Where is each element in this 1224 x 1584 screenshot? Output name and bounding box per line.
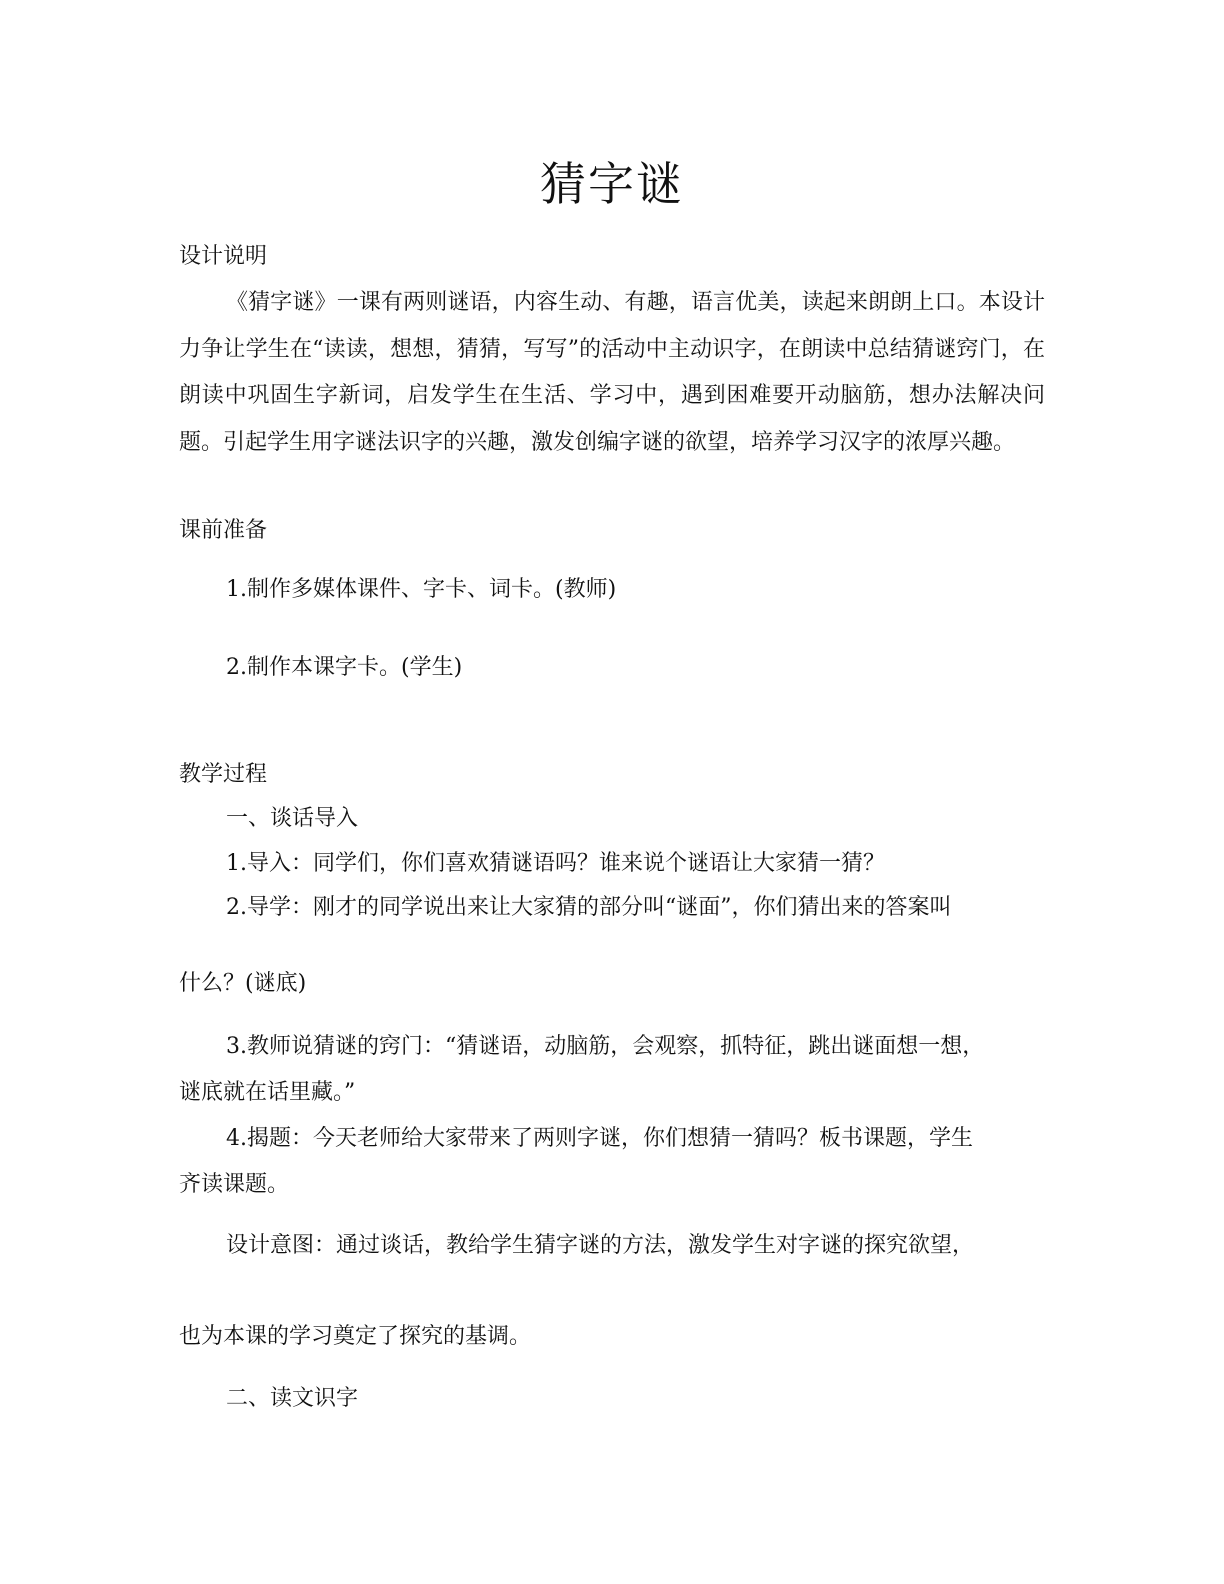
design-intent-line-2: 也为本课的学习奠定了探究的基调。 bbox=[179, 1324, 532, 1349]
section-1-heading: 一、谈话导入 bbox=[226, 806, 359, 831]
step-3-line-2: 谜底就在话里藏。” bbox=[179, 1080, 356, 1105]
section-2-heading: 二、读文识字 bbox=[226, 1386, 359, 1411]
design-note-paragraph: 《猜字谜》一课有两则谜语，内容生动、有趣，语言优美，读起来朗朗上口。本设计力争让学生在“读读，想想，猜猜，写写”的活动中主动识字，在朗读中总结猜谜窍门，在朗读中巩固生字新词，启发学生在生活、学习中，遇到困难要开动脑筋，想办法解决问题。引起学生用字谜法识字的兴趣，激发创编字谜的欲望，培养学习汉字的浓厚兴趣。 bbox=[179, 290, 1045, 455]
process-heading: 教学过程 bbox=[179, 762, 268, 787]
step-2: 2.导学：刚才的同学说出来让大家猜的部分叫“谜面”，你们猜出来的答案叫 bbox=[226, 895, 952, 920]
step-1-label: 导入： bbox=[247, 851, 314, 876]
step-2-continuation: 什么？(谜底) bbox=[179, 971, 307, 996]
design-intent-line-1: 设计意图：通过谈话，教给学生猜字谜的方法，激发学生对字谜的探究欲望， bbox=[226, 1233, 975, 1258]
preparation-item-1: 1.制作多媒体课件、字卡、词卡。(教师) bbox=[226, 577, 617, 602]
step-2-answer: 谜底 bbox=[253, 971, 298, 996]
step-4-line-1: 4.揭题：今天老师给大家带来了两则字谜，你们想猜一猜吗？板书课题，学生 bbox=[226, 1126, 973, 1151]
step-4-line-2: 齐读课题。 bbox=[179, 1172, 290, 1197]
design-note-heading: 设计说明 bbox=[179, 244, 268, 269]
preparation-heading: 课前准备 bbox=[179, 518, 268, 543]
page-title: 猜字谜 bbox=[540, 157, 684, 211]
preparation-item-2-who: 学生 bbox=[409, 655, 454, 680]
preparation-item-2: 2.制作本课字卡。(学生) bbox=[226, 655, 463, 680]
step-2-label: 导学： bbox=[247, 895, 314, 920]
step-1: 1.导入：同学们，你们喜欢猜谜语吗？谁来说个谜语让大家猜一猜？ bbox=[226, 851, 886, 876]
step-3-line-1: 3.教师说猜谜的窍门：“猜谜语，动脑筋，会观察，抓特征，跳出谜面想一想， bbox=[226, 1034, 985, 1059]
preparation-item-1-who: 教师 bbox=[563, 577, 608, 602]
